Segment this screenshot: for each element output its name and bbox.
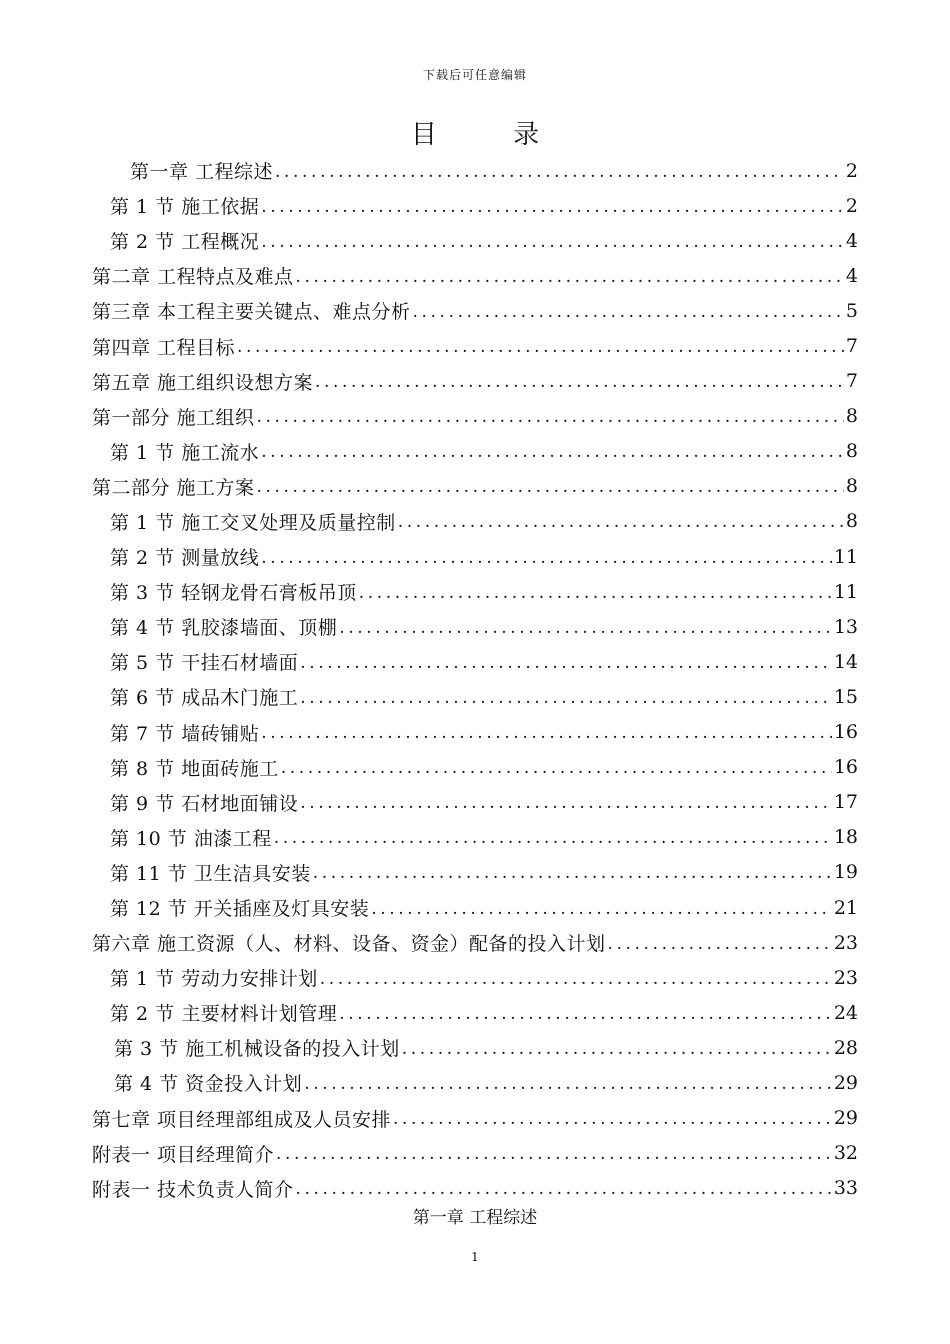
toc-dot-leader — [413, 302, 844, 322]
toc-entry[interactable] — [0, 925, 950, 960]
toc-entry-page: 2 — [845, 159, 858, 182]
toc-entry-page: 13 — [833, 615, 858, 638]
toc-entry-page: 23 — [833, 966, 858, 989]
toc-dot-leader — [296, 267, 844, 287]
toc-entry[interactable] — [0, 1030, 950, 1065]
toc-dot-leader — [313, 863, 832, 883]
toc-entry-label: 第 3 节 施工机械设备的投入计划 — [114, 1038, 400, 1061]
toc-entry-page: 5 — [845, 299, 858, 322]
toc-entry[interactable] — [0, 679, 950, 714]
toc-dot-leader — [296, 1179, 832, 1199]
toc-entry[interactable] — [0, 504, 950, 539]
toc-entry-page: 15 — [833, 685, 858, 708]
toc-entry[interactable] — [0, 1136, 950, 1171]
toc-entry[interactable] — [0, 399, 950, 434]
toc-entry[interactable] — [0, 293, 950, 328]
toc-entry-label: 第 6 节 成品木门施工 — [110, 687, 299, 710]
table-of-contents — [0, 153, 950, 1206]
toc-entry-page: 4 — [845, 229, 858, 252]
toc-entry-page: 8 — [845, 475, 858, 498]
toc-entry[interactable] — [0, 223, 950, 258]
toc-entry-page: 16 — [833, 721, 858, 744]
toc-entry-label: 第 1 节 施工交叉处理及质量控制 — [110, 511, 396, 534]
toc-entry-page: 4 — [845, 264, 858, 287]
page-title: 目 录 — [410, 120, 574, 150]
toc-entry-label: 第 5 节 干挂石材墙面 — [110, 652, 299, 675]
toc-entry[interactable] — [0, 960, 950, 995]
toc-dot-leader — [315, 372, 844, 392]
toc-entry[interactable] — [0, 364, 950, 399]
toc-dot-leader — [300, 793, 832, 813]
toc-entry-label: 第 10 节 油漆工程 — [110, 827, 272, 850]
toc-entry-page: 8 — [845, 440, 858, 463]
toc-entry-label: 第 1 节 劳动力安排计划 — [110, 968, 318, 991]
toc-dot-leader — [300, 688, 832, 708]
toc-entry[interactable] — [0, 539, 950, 574]
toc-entry-label: 第 9 节 石材地面铺设 — [110, 792, 299, 815]
toc-entry-label: 第 4 节 乳胶漆墙面、顶棚 — [110, 617, 338, 640]
toc-entry[interactable] — [0, 258, 950, 293]
toc-entry[interactable] — [0, 469, 950, 504]
toc-entry[interactable] — [0, 995, 950, 1030]
toc-entry-page: 8 — [845, 405, 858, 428]
toc-entry-label: 第 12 节 开关插座及灯具安装 — [110, 898, 370, 921]
toc-dot-leader — [300, 653, 832, 673]
toc-entry[interactable] — [0, 609, 950, 644]
toc-dot-leader — [261, 232, 844, 252]
toc-entry-label: 第 2 节 主要材料计划管理 — [110, 1003, 338, 1026]
toc-entry-page: 14 — [833, 650, 858, 673]
toc-entry-label: 第七章 项目经理部组成及人员安排 — [92, 1108, 392, 1131]
toc-dot-leader — [608, 934, 832, 954]
toc-entry[interactable] — [0, 1171, 950, 1206]
toc-entry-label: 第一章 工程综述 — [130, 161, 274, 184]
toc-entry-page: 29 — [833, 1071, 858, 1094]
toc-entry-label: 第 1 节 施工流水 — [110, 441, 260, 464]
toc-entry-page: 24 — [833, 1001, 858, 1024]
toc-entry-label: 第 7 节 墙砖铺贴 — [110, 722, 260, 745]
toc-dot-leader — [261, 548, 832, 568]
toc-dot-leader — [274, 828, 832, 848]
toc-entry-page: 23 — [833, 931, 858, 954]
toc-entry[interactable] — [0, 890, 950, 925]
toc-dot-leader — [275, 162, 844, 182]
toc-entry-page: 11 — [833, 580, 858, 603]
toc-entry-page: 8 — [845, 510, 858, 533]
toc-entry-page: 33 — [833, 1177, 858, 1200]
toc-dot-leader — [261, 442, 844, 462]
toc-dot-leader — [261, 723, 832, 743]
page-number: 1 — [471, 1250, 479, 1264]
toc-entry[interactable] — [0, 820, 950, 855]
toc-entry[interactable] — [0, 574, 950, 609]
toc-entry[interactable] — [0, 785, 950, 820]
toc-entry-page: 16 — [833, 756, 858, 779]
toc-entry[interactable] — [0, 1065, 950, 1100]
toc-entry-page: 29 — [833, 1107, 858, 1130]
toc-entry[interactable] — [0, 153, 950, 188]
toc-entry[interactable] — [0, 434, 950, 469]
toc-dot-leader — [339, 618, 832, 638]
toc-entry[interactable] — [0, 855, 950, 890]
toc-entry-label: 第二章 工程特点及难点 — [92, 266, 294, 289]
toc-entry-page: 7 — [845, 370, 858, 393]
toc-entry-page: 18 — [833, 826, 858, 849]
toc-entry[interactable] — [0, 328, 950, 363]
toc-dot-leader — [276, 1144, 832, 1164]
toc-dot-leader — [402, 1039, 832, 1059]
toc-entry[interactable] — [0, 1101, 950, 1136]
toc-entry-page: 32 — [833, 1142, 858, 1165]
toc-dot-leader — [371, 899, 832, 919]
toc-entry-page: 21 — [833, 896, 858, 919]
chapter-heading: 第一章 工程综述 — [412, 1208, 538, 1228]
toc-entry-label: 第 2 节 工程概况 — [110, 231, 260, 254]
toc-dot-leader — [281, 758, 832, 778]
toc-entry-page: 17 — [833, 791, 858, 814]
toc-dot-leader — [257, 407, 844, 427]
toc-entry-label: 第一部分 施工组织 — [92, 406, 255, 429]
toc-entry[interactable] — [0, 188, 950, 223]
toc-entry-page: 11 — [833, 545, 858, 568]
toc-dot-leader — [304, 1074, 832, 1094]
toc-entry-label: 第五章 施工组织设想方案 — [92, 371, 314, 394]
toc-entry-label: 第二部分 施工方案 — [92, 476, 255, 499]
toc-entry-label: 第 4 节 资金投入计划 — [114, 1073, 303, 1096]
toc-entry[interactable] — [0, 644, 950, 679]
toc-dot-leader — [359, 583, 832, 603]
toc-entry-label: 第 11 节 卫生洁具安装 — [110, 862, 311, 885]
toc-dot-leader — [339, 1004, 832, 1024]
toc-dot-leader — [320, 969, 832, 989]
toc-entry-label: 附表一 项目经理简介 — [92, 1143, 275, 1166]
toc-entry-label: 第四章 工程目标 — [92, 336, 236, 359]
toc-dot-leader — [261, 197, 844, 217]
toc-entry-label: 第 3 节 轻钢龙骨石膏板吊顶 — [110, 582, 357, 605]
toc-entry-page: 7 — [845, 335, 858, 358]
toc-entry-label: 第六章 施工资源（人、材料、设备、资金）配备的投入计划 — [92, 933, 606, 956]
toc-entry-page: 19 — [833, 861, 858, 884]
toc-dot-leader — [398, 512, 844, 532]
toc-entry-label: 第 8 节 地面砖施工 — [110, 757, 279, 780]
toc-entry[interactable] — [0, 715, 950, 750]
header-note: 下载后可任意编辑 — [422, 68, 527, 82]
toc-dot-leader — [257, 477, 844, 497]
toc-entry-label: 第三章 本工程主要关键点、难点分析 — [92, 301, 411, 324]
toc-entry[interactable] — [0, 750, 950, 785]
toc-entry-page: 28 — [833, 1036, 858, 1059]
toc-entry-label: 附表一 技术负责人简介 — [92, 1178, 294, 1201]
toc-entry-label: 第 1 节 施工依据 — [110, 196, 260, 219]
toc-dot-leader — [237, 337, 844, 357]
toc-entry-label: 第 2 节 测量放线 — [110, 547, 260, 570]
toc-entry-page: 2 — [845, 194, 858, 217]
toc-dot-leader — [393, 1109, 832, 1129]
